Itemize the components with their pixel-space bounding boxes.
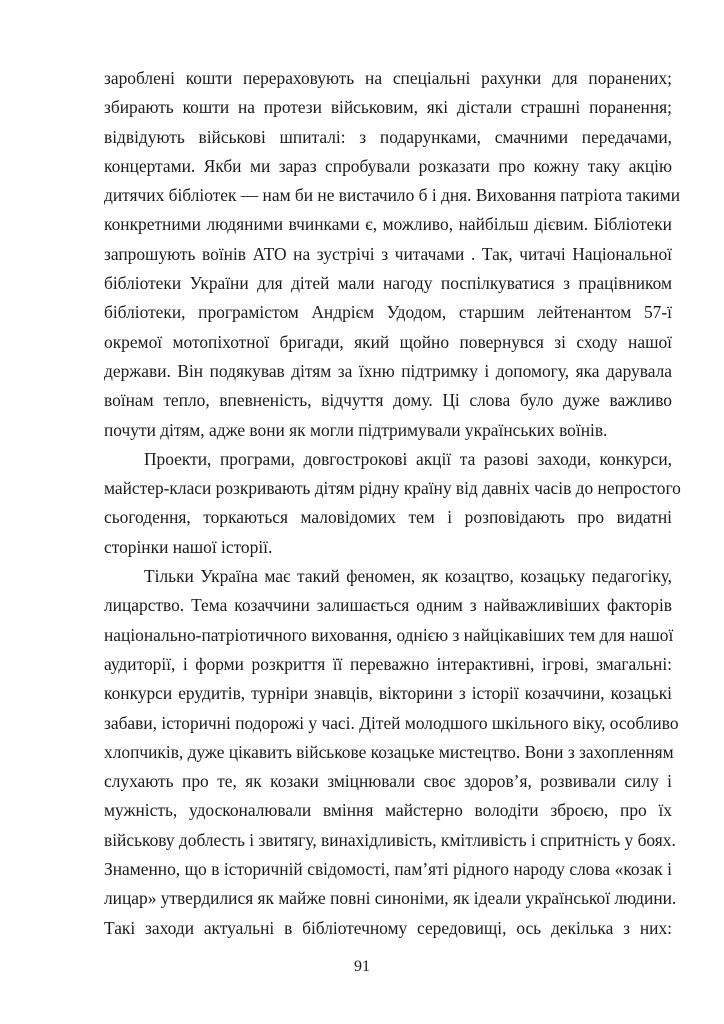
text-line: мужність, удосконалювали вміння майстерно володіти зброєю, про їх [104, 800, 672, 821]
text-line: лицарство. Тема козаччини залишається одним з найважливіших факторів [104, 595, 672, 616]
text-line: запрошують воїнів АТО на зустрічі з читачами . Так, читачі Національної [104, 243, 672, 264]
text-line: хлопчиків, дуже цікавить військове козацьке мистецтво. Вони з захопленням [104, 741, 674, 762]
text-line: конкретними людяними вчинками є, можливо, найбільш дієвим. Бібліотеки [104, 214, 672, 235]
text-line: Проекти, програми, довгострокові акції та разові заходи, конкурси, [144, 448, 672, 469]
text-line: Такі заходи актуальні в бібліотечному середовищі, ось декілька з них: [104, 917, 672, 938]
text-line: Знаменно, що в історичній свідомості, пам’яті рідного народу слова «козак і [104, 859, 672, 880]
text-line: держави. Він подякував дітям за їхню підтримку і допомогу, яка дарувала [104, 360, 672, 381]
text-line: концертами. Якби ми зараз спробували розказати про кожну таку акцію [104, 155, 672, 176]
text-line: бібліотеки України для дітей мали нагоду поспілкуватися з працівником [104, 273, 672, 294]
text-line: почути дітям, адже вони як могли підтримували українських воїнів. [104, 419, 608, 440]
text-line: національно-патріотичного виховання, однією з найцікавіших тем для нашої [104, 624, 674, 645]
text-line: конкурси ерудитів, турніри знавців, вікторини з історії козаччини, козацькі [104, 683, 672, 704]
text-line: воїнам тепло, впевненість, відчуття дому. Ці слова було дуже важливо [104, 390, 672, 411]
body-text [104, 64, 681, 943]
text-line: сьогодення, торкаються маловідомих тем і розповідають про видатні [104, 507, 672, 528]
text-line: лицар» утвердилися як майже повні синоніми, як ідеали української людини. [104, 888, 677, 909]
text-line: аудиторії, і форми розкриття її переважно інтерактивні, ігрові, змагальні: [104, 653, 672, 674]
text-line: забави, історичні подорожі у часі. Дітей молодшого шкільного віку, особливо [104, 712, 679, 733]
text-line: дитячих бібліотек — нам би не вистачило б і дня. Виховання патріота такими [104, 185, 681, 206]
text-line: слухають про те, як козаки зміцнювали своє здоров’я, розвивали силу і [104, 771, 672, 792]
text-line: бібліотеки, програмістом Андрієм Удодом, старшим лейтенантом 57-ї [104, 302, 672, 323]
text-line: окремої мотопіхотної бригади, який щойно повернувся зі сходу нашої [104, 331, 672, 352]
paragraph [104, 562, 679, 943]
page-number: 91 [354, 958, 370, 975]
text-line: збирають кошти на протези військовим, які дістали страшні поранення; [104, 97, 672, 118]
text-line: Тільки Україна має такий феномен, як козацтво, козацьку педагогіку, [144, 566, 672, 587]
text-line: сторінки нашої історії. [104, 536, 273, 557]
text-line: відвідують військові шпиталі: з подарунками, смачними передачами, [104, 126, 672, 147]
paragraph [104, 64, 681, 445]
text-line: військову доблесть і звитягу, винахідливість, кмітливість і спритність у боях. [104, 829, 676, 850]
text-line: майстер-класи розкривають дітям рідну країну від давніх часів до непростого [104, 478, 681, 499]
text-line: зароблені кошти перераховують на спеціальні рахунки для поранених; [104, 68, 672, 88]
paragraph [104, 445, 681, 562]
